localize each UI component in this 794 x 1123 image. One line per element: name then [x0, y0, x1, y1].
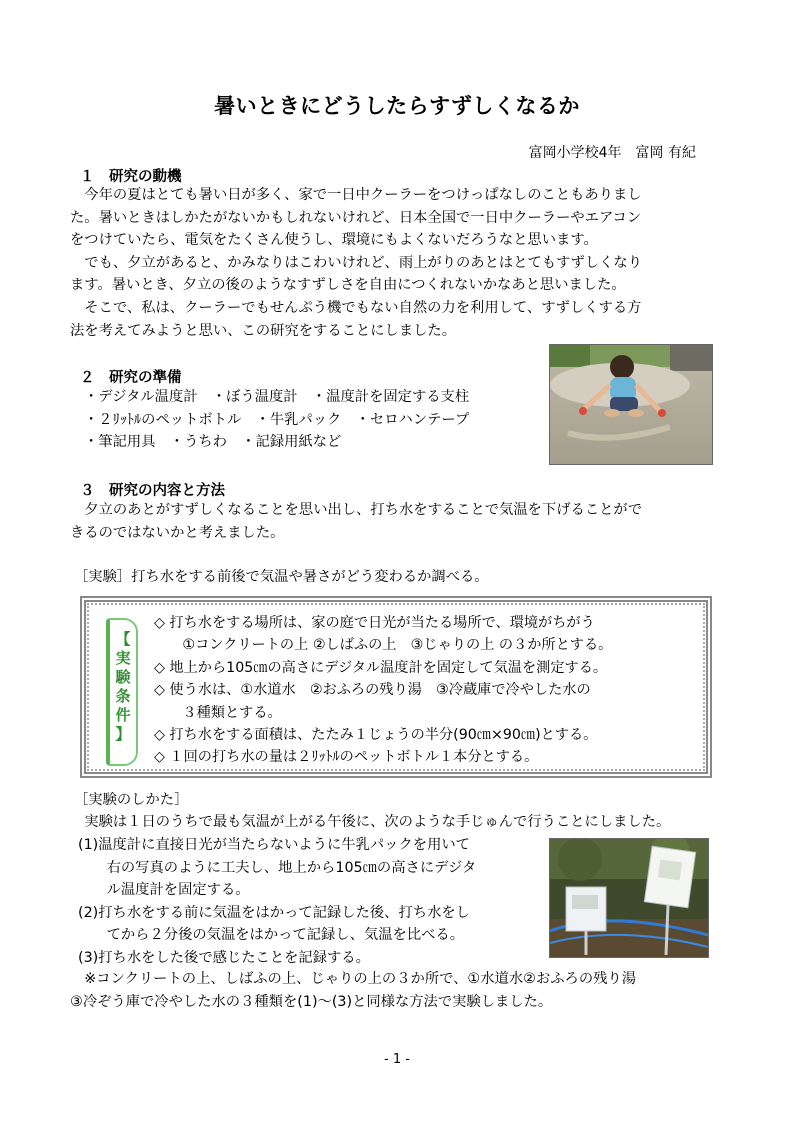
method-steps — [78, 834, 538, 970]
condition-item: ◇ 打ち水をする面積は、たたみ１じょうの半分(90㎝×90㎝)とする。 — [154, 727, 598, 744]
page-number: - 1 - — [384, 1052, 410, 1067]
text-line: た。暑いときはしかたがないかもしれないけれど、日本全国で一日中クーラーやエアコン — [70, 209, 642, 226]
conditions-label — [110, 630, 136, 744]
section-3-body — [70, 499, 730, 544]
supplies-list — [84, 386, 544, 454]
note-line: ③冷ぞう庫で冷やした水の３種類を(1)～(3)と同様な方法で実験しました。 — [70, 993, 553, 1010]
text-line: でも、夕立があると、かみなりはこわいけれど、雨上がりのあとはとてもすずしくなり — [70, 254, 643, 271]
list-item: ・デジタル温度計 ・ぼう温度計 ・温度計を固定する支柱 — [84, 389, 470, 405]
label-char: 条 — [115, 687, 131, 705]
text-line: をつけていたら、電気をたくさん使うし、環境にもよくないだろうなと思います。 — [70, 232, 598, 249]
step-line: (1)温度計に直接日光が当たらないように牛乳パックを用いて — [78, 837, 470, 853]
experiment-conditions-box — [80, 596, 712, 778]
text-line: そこで、私は、クーラーでもせんぷう機でもない自然の力を利用して、すずしくする方 — [70, 299, 642, 316]
label-char: 【 — [115, 630, 131, 648]
note-line: ※コンクリートの上、しばふの上、じゃりの上の３か所で、①水道水②おふろの残り湯 — [70, 971, 637, 987]
condition-item: ①コンクリートの上 ②しばふの上 ③じゃりの上 の３か所とする。 — [154, 637, 613, 654]
author-line: 富岡小学校4年 富岡 有紀 — [528, 145, 696, 161]
condition-item: ◇ 地上から105㎝の高さにデジタル温度計を固定して気温を測定する。 — [154, 659, 608, 676]
experiment-title: ［実験］打ち水をする前後で気温や暑さがどう変わるか調べる。 — [74, 569, 489, 585]
section-3-heading: ３ 研究の内容と方法 — [80, 483, 225, 499]
label-char: 実 — [115, 649, 131, 667]
section-1-heading: １ 研究の動機 — [80, 169, 182, 185]
text-line: 今年の夏はとても暑い日が多く、家で一日中クーラーをつけっぱなしのこともありまし — [70, 187, 642, 203]
conditions-list — [154, 612, 612, 769]
step-line: 右の写真のように工夫し、地上から105㎝の高さにデジタ — [78, 859, 477, 876]
section-1-body — [70, 184, 730, 342]
step-line: (2)打ち水をする前に気温をはかって記録した後、打ち水をし — [78, 904, 470, 921]
page-title: 暑いときにどうしたらすずしくなるか — [214, 94, 580, 118]
condition-item: ３種類とする。 — [154, 704, 282, 721]
step-line: ル温度計を固定する。 — [78, 882, 250, 899]
section-2-heading: ２ 研究の準備 — [80, 370, 182, 386]
photo-child-sprinkling-water — [549, 344, 713, 465]
text-line: ます。暑いとき、夕立の後のようなすずしさを自由につくれないかなあと思いました。 — [70, 277, 626, 294]
photo-child-image — [550, 345, 712, 464]
step-line: てから２分後の気温をはかって記録し、気温を比べる。 — [78, 927, 465, 944]
condition-item: ◇ １回の打ち水の量は２ﾘｯﾄﾙのペットボトル１本分とする。 — [154, 749, 539, 766]
condition-item: ◇ 打ち水をする場所は、家の庭で日光が当たる場所で、環境がちがう — [154, 615, 595, 631]
label-char: 】 — [115, 725, 131, 743]
method-note — [70, 968, 750, 1013]
step-line: (3)打ち水をした後で感じたことを記録する。 — [78, 949, 370, 966]
text-line: 夕立のあとがすずしくなることを思い出し、打ち水をすることで気温を下げることがで — [70, 502, 643, 518]
label-char: 験 — [115, 668, 131, 686]
list-item: ・２ﾘｯﾄﾙのペットボトル ・牛乳パック ・セロハンテープ — [84, 411, 470, 428]
text-line: きるのではないかと考えました。 — [70, 524, 285, 541]
method-heading: ［実験のしかた］ — [74, 792, 189, 808]
photo-thermometer-setup — [549, 838, 709, 958]
text-line: 法を考えてみようと思い、この研究をすることにしました。 — [70, 322, 457, 339]
condition-item: ◇ 使う水は、①水道水 ②おふろの残り湯 ③冷蔵庫で冷やした水の — [154, 682, 591, 699]
photo-thermometer-image — [550, 839, 708, 957]
list-item: ・筆記用具 ・うちわ ・記録用紙など — [84, 434, 342, 451]
conditions-label-tab — [106, 618, 138, 766]
label-char: 件 — [115, 706, 131, 724]
method-intro: 実験は１日のうちで最も気温が上がる午後に、次のような手じゅんで行うことにしました。 — [70, 814, 671, 830]
